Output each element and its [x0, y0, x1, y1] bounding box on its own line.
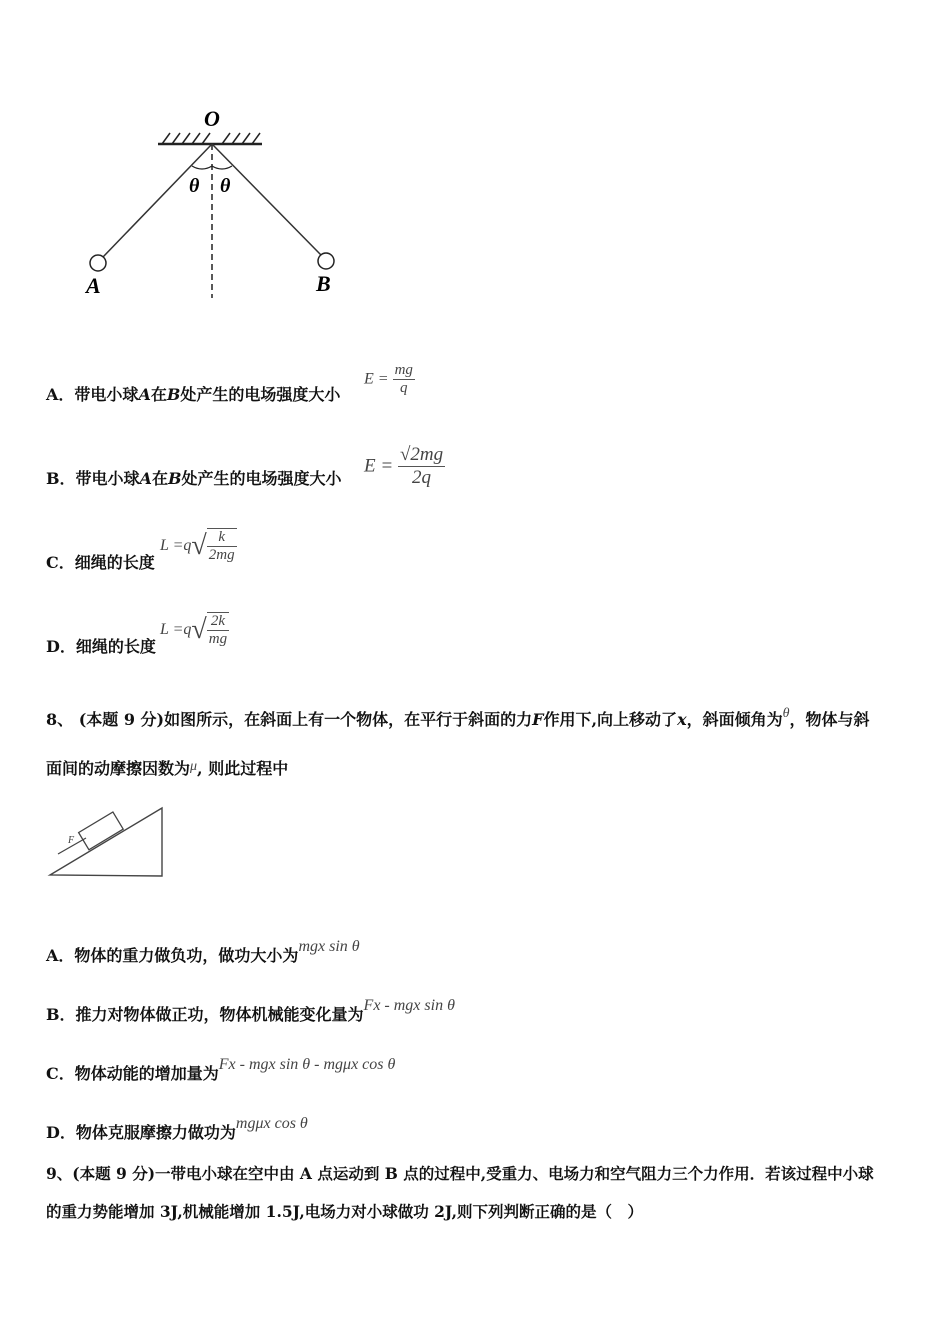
option-letter: A．	[46, 946, 75, 965]
pendulum-figure	[80, 100, 360, 310]
q8-option-a[interactable]	[46, 938, 360, 966]
option-letter: B．	[46, 1005, 76, 1024]
q7-option-d[interactable]	[46, 634, 156, 657]
label-a: A	[86, 273, 101, 298]
q7-option-c-formula: L =q√ $\frac{k}{2mg}$	[160, 529, 235, 563]
label-b: B	[316, 271, 331, 296]
option-letter: C．	[46, 553, 75, 572]
option-text: 细绳的长度	[74, 553, 155, 572]
option-text: 在	[150, 385, 167, 404]
var-x: x	[677, 710, 687, 729]
option-letter: C．	[46, 1064, 75, 1083]
ball-b	[318, 253, 334, 269]
q8-option-b[interactable]	[46, 997, 455, 1025]
var-b: B	[166, 385, 181, 404]
string-b	[212, 144, 321, 255]
option-letter: D．	[46, 1123, 76, 1142]
option-text: 在	[151, 469, 168, 488]
q7-option-a[interactable]	[46, 382, 340, 405]
option-text: 物体的重力做负功，做功大小为	[74, 946, 299, 965]
var-a: A	[138, 385, 151, 404]
option-text: 处产生的电场强度大小	[181, 469, 342, 488]
q8-option-d[interactable]	[46, 1115, 308, 1143]
option-formula: Fx - mgx sin θ	[363, 997, 455, 1014]
label-theta-right: θ	[220, 175, 231, 197]
var-b: B	[167, 469, 182, 488]
option-formula: mgx sin θ	[298, 938, 360, 955]
label-f: F	[68, 835, 75, 846]
option-text: 推力对物体做正功，物体机械能变化量为	[75, 1005, 364, 1024]
q7-option-c[interactable]	[46, 550, 155, 573]
q7-option-b-formula: E = $\frac{√2mg}{2q}$	[364, 444, 444, 488]
option-letter: B．	[46, 469, 76, 488]
incline-figure	[46, 800, 170, 884]
option-text: 带电小球	[75, 469, 140, 488]
option-formula: mgμx cos θ	[235, 1115, 308, 1132]
q8-stem-line2: 面间的动摩擦因数为μ, 则此过程中	[46, 759, 289, 778]
var-mu: μ	[190, 759, 198, 774]
angle-arc-right	[212, 166, 232, 169]
option-text: 物体克服摩擦力做功为	[75, 1123, 236, 1142]
label-theta-left: θ	[189, 175, 200, 197]
q8-option-c[interactable]	[46, 1056, 395, 1084]
angle-arc-left	[192, 166, 212, 169]
option-text: 物体动能的增加量为	[74, 1064, 219, 1083]
option-letter: D．	[46, 637, 76, 656]
option-letter: A．	[46, 385, 75, 404]
var-a: A	[139, 469, 152, 488]
var-theta: θ	[782, 706, 790, 721]
label-o: O	[204, 106, 220, 131]
option-text: 细绳的长度	[75, 637, 156, 656]
q8-stem-line1: 8、 (本题 9 分)如图所示，在斜面上有一个物体，在平行于斜面的力F作用下,向上移动了x，斜面倾角为θ，物体与斜	[46, 706, 870, 729]
option-text: 带电小球	[74, 385, 139, 404]
q7-option-a-formula: E = $\frac{mg}{q}$	[364, 362, 413, 396]
ball-a	[90, 255, 106, 271]
option-text: 处产生的电场强度大小	[180, 385, 341, 404]
q7-option-d-formula: L =q√ $\frac{2k}{mg}$	[160, 613, 228, 647]
q9-stem-line2: 的重力势能增加 3J,机械能增加 1.5J,电场力对小球做功 2J,则下列判断正确的是（ ）	[46, 1202, 644, 1221]
option-formula: Fx - mgx sin θ - mgμx cos θ	[218, 1056, 396, 1073]
ceiling-hatching	[162, 133, 260, 144]
q9-stem-line1: 9、(本题 9 分)一带电小球在空中由 A 点运动到 B 点的过程中,受重力、电场力和空气阻力三个力作用．若该过程中小球	[46, 1164, 874, 1183]
string-a	[103, 144, 212, 257]
var-f: F	[532, 710, 544, 729]
q7-option-b[interactable]	[46, 466, 342, 489]
